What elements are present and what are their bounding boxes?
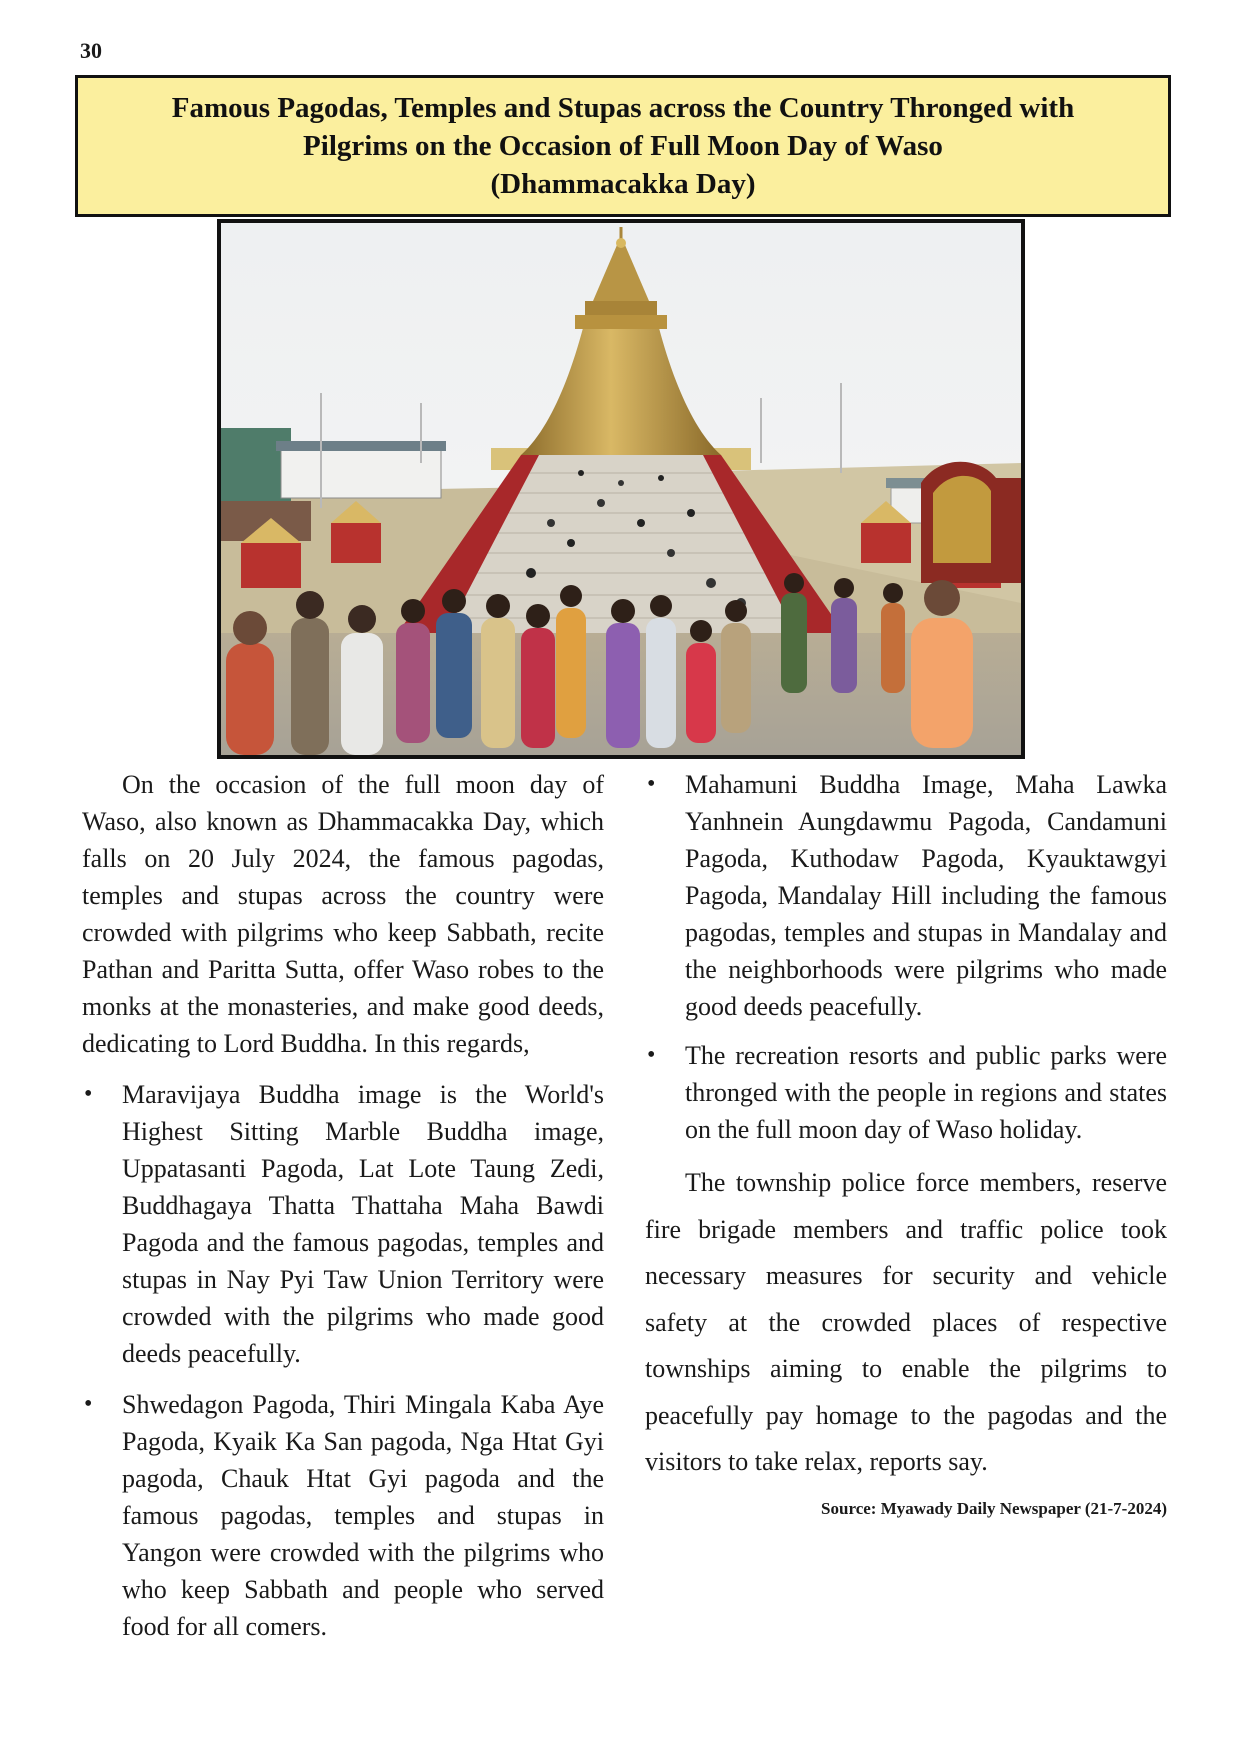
police-paragraph: The township police force members, reserve fire brigade members and traffic police took necessary measures for security and vehicle safety at the crowded places of respective townships aiming to enable the pilgrims to peacefully pay homage to the pagodas and the visitors to take relax, reports say.: [645, 1168, 1167, 1476]
headline-line-3: (Dhammacakka Day): [490, 168, 756, 200]
headline-box: [75, 75, 1171, 217]
bullet-nay-pyi-taw: • Maravijaya Buddha image is the World's Highest Sitting Marble Buddha image, Uppatasanti Pagoda, Lat Lote Taung Zedi, Buddhagaya Thatta Thattaha Maha Bawdi Pagoda and the famous pagodas, temples and stupas in Nay Pyi Taw Union Territory were crowded with the pilgrims who made good deeds peacefully.: [82, 1076, 604, 1372]
source-credit: Source: Myawady Daily Newspaper (21-7-2024): [821, 1498, 1167, 1518]
intro-paragraph: On the occasion of the full moon day of Waso, also known as Dhammacakka Day, which falls on 20 July 2024, the famous pagodas, temples and stupas across the country were crowded with pilgrims who keep Sabbath, recite Pathan and Paritta Sutta, offer Waso robes to the monks at the monasteries, and make good deeds, dedicating to Lord Buddha. In this regards,: [82, 770, 604, 1058]
headline-line-1: Famous Pagodas, Temples and Stupas across the Country Thronged with: [171, 92, 1075, 124]
right-bullet-list: [645, 766, 1167, 1148]
bullet-yangon: • Shwedagon Pagoda, Thiri Mingala Kaba Aye Pagoda, Kyaik Ka San pagoda, Nga Htat Gyi pagoda, Chauk Htat Gyi pagoda and the famous pagodas, temples and stupas in Yangon were crowded with the pilgrims who who keep Sabbath and people who served food for all comers.: [82, 1386, 604, 1645]
page-number: 30: [80, 38, 102, 63]
right-column: [645, 766, 1167, 1520]
bullet-recreation-resorts: • The recreation resorts and public parks were thronged with the people in regions and states on the full moon day of Waso holiday.: [645, 1037, 1167, 1148]
pagoda-photo: [217, 219, 1025, 759]
left-bullet-list: [82, 1076, 604, 1645]
bullet-mandalay: • Mahamuni Buddha Image, Maha Lawka Yanhnein Aungdawmu Pagoda, Candamuni Pagoda, Kuthodaw Pagoda, Kyauktawgyi Pagoda, Mandalay Hill including the famous pagodas, temples and stupas in Mandalay and the neighborhoods were pilgrims who made good deeds peacefully.: [645, 766, 1167, 1025]
pagoda-photo-illustration: [221, 223, 1021, 755]
left-column: [82, 766, 604, 1645]
headline-line-2: Pilgrims on the Occasion of Full Moon Day of Waso: [303, 130, 943, 162]
